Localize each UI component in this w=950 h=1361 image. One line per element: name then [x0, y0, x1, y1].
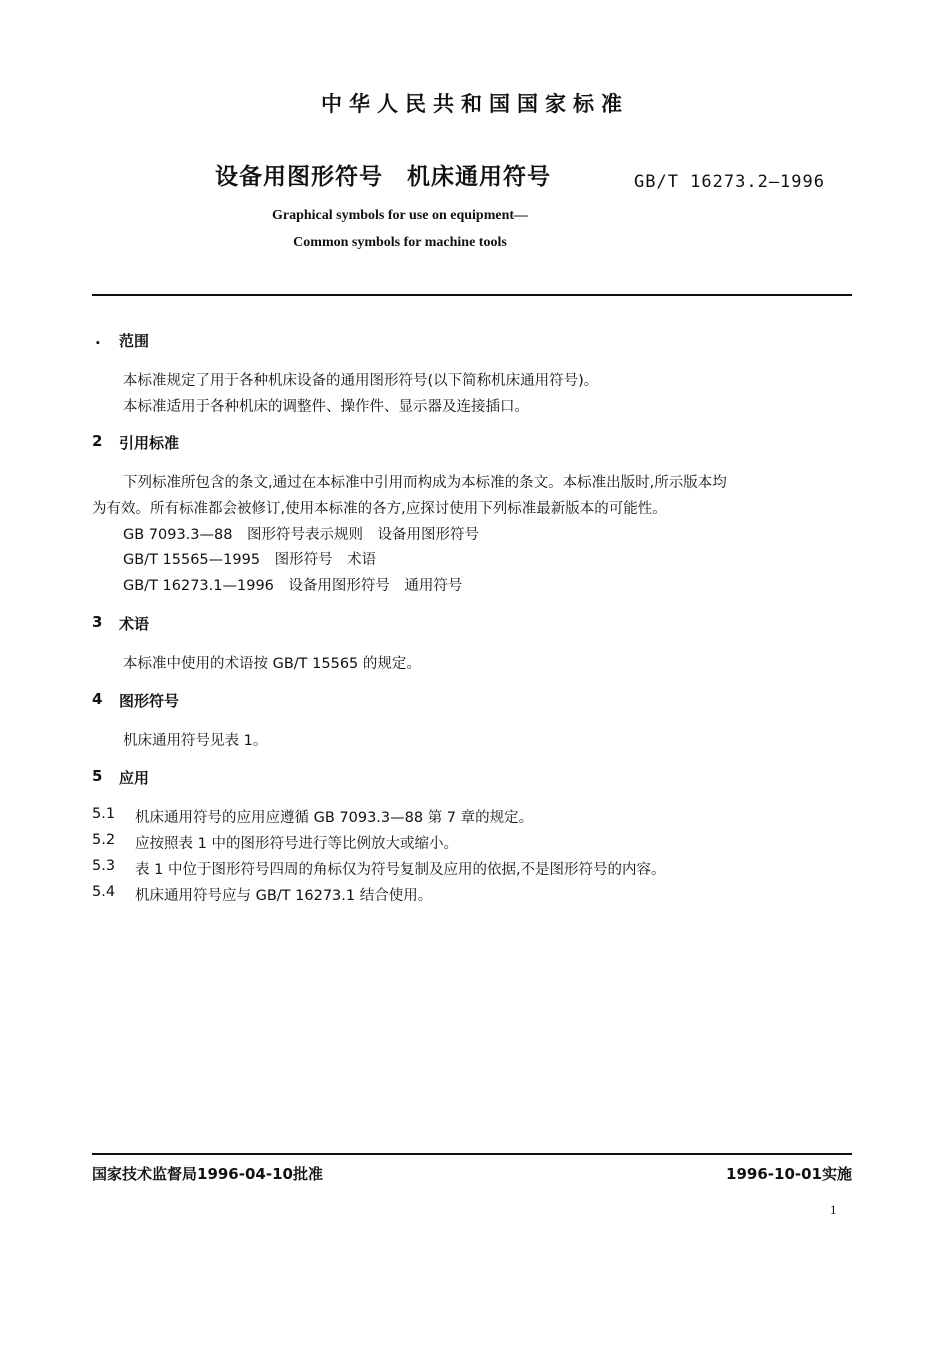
clause-number: 5.1 [92, 806, 116, 822]
clause-number: 5.2 [92, 832, 116, 848]
clause-number: 5.4 [92, 884, 116, 900]
clause-text: 机床通用符号应与 GB/T 16273.1 结合使用。 [135, 888, 433, 904]
section-1-title: 范围 [119, 332, 150, 350]
reference-item: GB 7093.3—88 图形符号表示规则 设备用图形符号 [123, 527, 479, 543]
implementation-date: 1996-10-01实施 [726, 1165, 852, 1183]
clause-text: 应按照表 1 中的图形符号进行等比例放大或缩小。 [135, 836, 458, 852]
reference-item: GB/T 16273.1—1996 设备用图形符号 通用符号 [123, 578, 463, 594]
clause-number: 5.3 [92, 858, 116, 874]
section-4-number: 4 [92, 690, 103, 708]
document-title: 设备用图形符号 机床通用符号 [215, 164, 551, 190]
section-2-para-line-1: 下列标准所包含的条文,通过在本标准中引用而构成为本标准的条文。本标准出版时,所示版本均 [123, 475, 727, 491]
section-3-number: 3 [92, 613, 103, 631]
section-5-number: 5 [92, 767, 103, 785]
section-1-number: . [95, 330, 101, 348]
reference-item: GB/T 15565—1995 图形符号 术语 [123, 552, 377, 568]
clause-text: 机床通用符号的应用应遵循 GB 7093.3—88 第 7 章的规定。 [135, 810, 534, 826]
section-4-title: 图形符号 [119, 692, 180, 710]
top-rule [92, 294, 852, 296]
section-5-title: 应用 [119, 769, 150, 787]
section-3-title: 术语 [119, 615, 150, 633]
bottom-rule [92, 1153, 852, 1155]
section-3-para: 本标准中使用的术语按 GB/T 15565 的规定。 [123, 656, 421, 672]
english-title-line-1: Graphical symbols for use on equipment— [271, 208, 529, 223]
section-1-para-2: 本标准适用于各种机床的调整件、操作件、显示器及连接插口。 [123, 399, 529, 415]
section-4-para: 机床通用符号见表 1。 [123, 733, 268, 749]
section-2-para-line-2: 为有效。所有标准都会被修订,使用本标准的各方,应探讨使用下列标准最新版本的可能性。 [92, 501, 667, 517]
section-1-para-1: 本标准规定了用于各种机床设备的通用图形符号(以下简称机床通用符号)。 [123, 373, 599, 389]
section-2-number: 2 [92, 432, 103, 450]
approval-info: 国家技术监督局1996-04-10批准 [92, 1165, 323, 1183]
standard-header: 中华人民共和国国家标准 [321, 92, 629, 116]
clause-text: 表 1 中位于图形符号四周的角标仅为符号复制及应用的依据,不是图形符号的内容。 [135, 862, 666, 878]
english-title-line-2: Common symbols for machine tools [293, 235, 507, 250]
page-number: 1 [830, 1202, 837, 1217]
section-2-title: 引用标准 [119, 434, 180, 452]
standard-number: GB/T 16273.2—1996 [634, 172, 825, 192]
